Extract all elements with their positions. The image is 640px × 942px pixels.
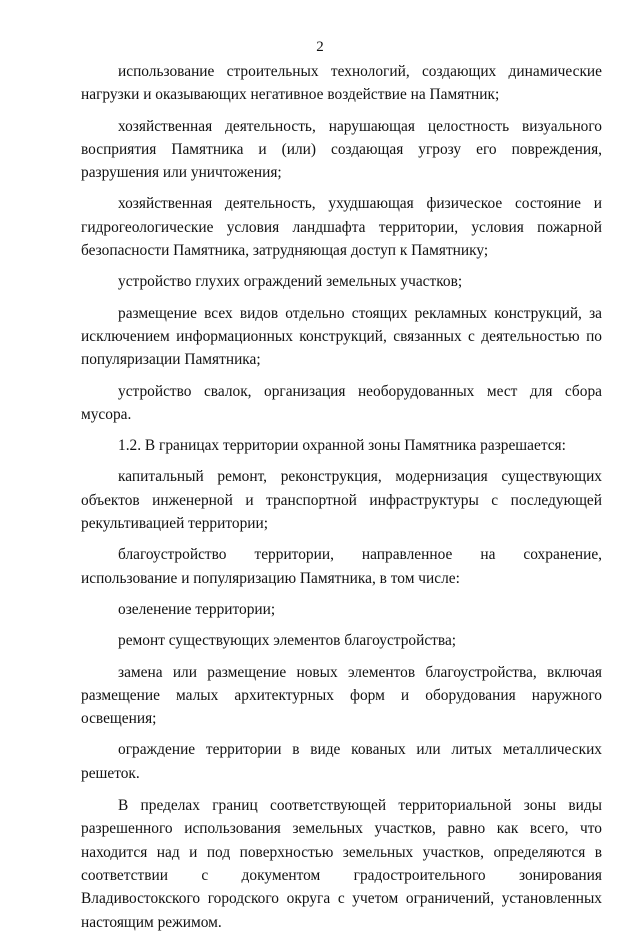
paragraph-landscaping: благоустройство территории, направленное на сохранение, использование и популяризацию Памятника, в том числе: — [81, 546, 602, 587]
paragraph-construction-technologies: использование строительных технологий, создающих динамические нагрузки и оказывающих негативное воздействие на Памятник; — [81, 63, 602, 104]
paragraph-landscape-conditions: хозяйственная деятельность, ухудшающая физическое состояние и гидрогеологические условия ландшафта территории, условия пожарной безопасности Памятника, затрудняющая доступ к Памятнику; — [81, 195, 602, 260]
paragraph-solid-fences: устройство глухих ограждений земельных участков; — [118, 273, 463, 291]
paragraph-dumps: устройство свалок, организация необорудованных мест для сбора мусора. — [81, 382, 602, 423]
paragraph-visual-integrity: хозяйственная деятельность, нарушающая целостность визуального восприятия Памятника и (или) создающая угрозу его повреждения, разрушения или уничтожения; — [81, 117, 602, 182]
page-number: 2 — [316, 39, 324, 55]
paragraph-section-1-2: 1.2. В границах территории охранной зоны Памятника разрешается: — [118, 437, 566, 455]
paragraph-advertising-structures: размещение всех видов отдельно стоящих рекламных конструкций, за исключением информационных конструкций, связанных с деятельностью по популяризации Памятника; — [81, 304, 602, 369]
paragraph-new-elements: замена или размещение новых элементов благоустройства, включая размещение малых архитектурных форм и оборудования наружного освещения; — [81, 663, 602, 728]
paragraph-repair-elements: ремонт существующих элементов благоустройства; — [118, 632, 457, 650]
paragraph-greening: озеленение территории; — [118, 600, 276, 618]
paragraph-zoning: В пределах границ соответствующей территориальной зоны виды разрешенного использования земельных участков, равно как всего, что находится над и под поверхностью земельных участков, определяются в соответствии с документом градостроительного зонирования Владивостокского городского округа с учетом ограничений, установленных настоящим режимом. — [81, 797, 602, 931]
paragraph-fencing: ограждение территории в виде кованых или литых металлических решеток. — [81, 741, 602, 782]
document-body — [81, 60, 602, 942]
paragraph-infrastructure-repair: капитальный ремонт, реконструкция, модернизация существующих объектов инженерной и транспортной инфраструктуры с последующей рекультивацией территории; — [81, 468, 602, 533]
